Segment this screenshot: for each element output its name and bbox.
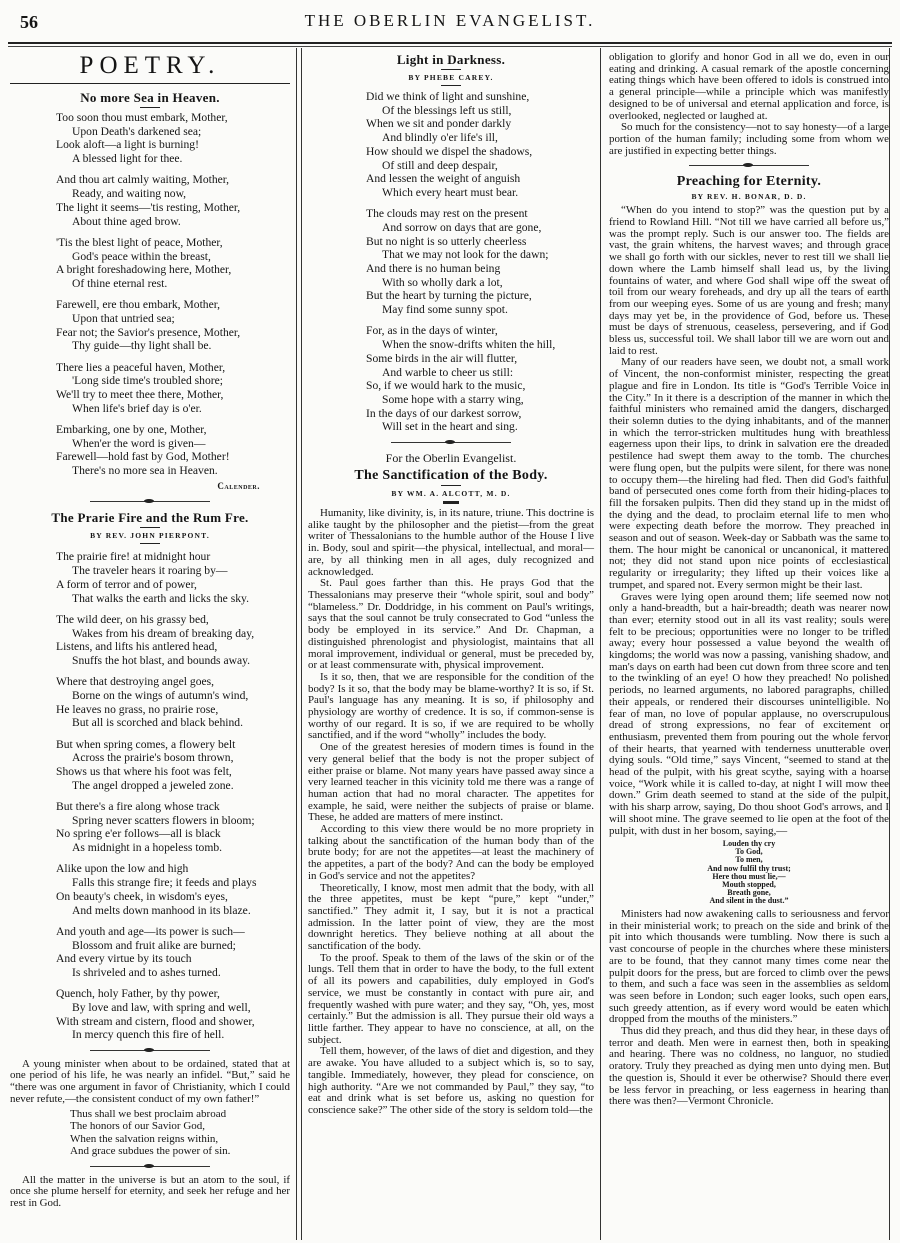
verse-line: No spring e'er follows—all is black [56, 827, 221, 841]
verse-line: 'Tis the blest light of peace, Mother, [56, 235, 223, 249]
verse-line: And warble to cheer us still: [382, 365, 514, 379]
verse-line: The traveler hears it roaring by— [72, 564, 228, 578]
verse-line: That we may not look for the dawn; [382, 248, 549, 262]
divider [90, 1166, 210, 1167]
verse-line: But when spring comes, a flowery belt [56, 737, 236, 751]
verse-line: By love and law, with spring and well, [72, 1000, 251, 1014]
paragraph: Many of our readers have seen, we doubt not, a small work of Vincent, the non-conformist minister, respecting the great plague and fire in London. Its title is “God's Terrible Voice in the City.” In it there is a description of the manner in which the faithful ministers who remained amid the dangers, discharged their solemn duties to the dying inhabitants, and of the manner in which the terror-stricken multitudes hung with breathless eagerness upon their lips, to drink in salvation ere the dreaded pestilence had swept them away to the tomb. The churches were flung open, but the pulpits were silent, for there was none to occupy them—the hireling had fled. Then did God's faithful band of persecuted ones come forth from their hiding-places to fill the forsaken pulpits. Then did they stand up in the midst of the dying and the dead, to proclaim eternal life to men who were expecting death before the morrow. They preached in season and out of season. Week-day or Sabbath was the same to them. The hour might be canonical or uncanonical, it mattered not; they did not stand upon nice points of ecclesiastical regularity or irregularity; they lifted up their voices like a trumpet, and spared not. Every sermon might be their last. [609, 356, 889, 591]
header-rule [8, 42, 892, 47]
verse-line: Alike upon the low and high [56, 862, 189, 876]
verse-line: Spring never scatters flowers in bloom; [72, 813, 255, 827]
verse-line: Of still and deep despair, [382, 158, 498, 172]
article-title: Preaching for Eternity. [676, 174, 822, 190]
verse-line: A bright foreshadowing here, Mother, [56, 263, 232, 277]
title-rule [441, 485, 461, 486]
column-1 [10, 48, 297, 1240]
stanza [10, 173, 290, 228]
verse-line: Upon that untried sea; [72, 311, 175, 325]
verse [10, 1108, 290, 1158]
stanza [10, 613, 290, 668]
poem-title: No more Sea in Heaven. [80, 90, 220, 105]
verse-line: And sorrow on days that are gone, [382, 220, 542, 234]
paragraph: Tell them, however, of the laws of diet and digestion, and they are awake. You have alluded to a subject which is, so to say, tangible. Immediately, however, they plead for conscience, on high authority. “Are we not commanded by Paul,” they say, “to eat and drink what is set before us, asking no question for conscience sake?” The other side of the story is seldom told—the [308, 1045, 594, 1116]
paragraph: All the matter in the universe is but an atom to the soul, if once she plume herself for eternity, and seek her refuge and her rest in God. [10, 1173, 290, 1209]
stanza [10, 862, 290, 917]
verse-line: And melts down manhood in its blaze. [72, 903, 251, 917]
verse-line: Borne on the wings of autumn's wind, [72, 688, 249, 702]
paragraph: One of the greatest heresies of modern times is found in the very general belief that the body is not the proper subject of either praise or blame. Not many years have passed away since a very learned teacher in this vicinity told me there was a range of human action that had no moral character. The appetites for example, he said, were neither the subjects of praise or blame. These, he added are matters of mere instinct. [308, 741, 594, 824]
article-source: For the Oberlin Evangelist. [385, 451, 517, 466]
verse-line: With stream and cistern, flood and shower, [56, 1014, 255, 1028]
verse-line: So, if we would hark to the music, [366, 379, 526, 393]
verse-line: And lessen the weight of anguish [366, 172, 521, 186]
verse-line: With so wholly dark a lot, [382, 275, 503, 289]
verse-line: Farewell, ere thou embark, Mother, [56, 298, 221, 312]
verse-line: But there's a fire along whose track [56, 800, 220, 814]
article-byline: BY WM. A. ALCOTT, M. D. [391, 489, 511, 499]
verse-line: Fear not; the Savior's presence, Mother, [56, 325, 241, 339]
verse-line: Some hope with a starry wing, [382, 392, 524, 406]
verse-line: Breath gone, [727, 887, 771, 897]
paragraph: Ministers had now awakening calls to seriousness and fervor in their ministerial work; to preach on the side and brink of the pit into which thousands were tumbling. Now there is such a vast concourse of people in the churches where these ministers are to be found, that they cannot many times come near the pulpit doors for the press, but are forced to climb over the pews to them, and such a face was seen in the assemblies as seldom was seen before in London; such eager looks, such open ears, such greedy attention, as if every word would be eaten which dropped from the mouths of the ministers.” [609, 908, 889, 1026]
verse-line: Here thou must lie,— [712, 871, 786, 881]
verse-line: Will set in the heart and sing. [382, 420, 518, 434]
verse-line: A form of terror and of power, [56, 577, 197, 591]
verse-line: Too soon thou must embark, Mother, [56, 111, 228, 124]
stanza [308, 207, 594, 317]
verse-line: But the heart by turning the picture, [366, 289, 532, 303]
verse-line: How should we dispel the shadows, [366, 144, 533, 158]
stanza [10, 361, 290, 416]
poem-body [308, 90, 594, 434]
newspaper-title: THE OBERLIN EVANGELIST. [304, 11, 596, 30]
stanza [10, 800, 290, 855]
verse-line: Wakes from his dream of breaking day, [72, 626, 255, 640]
quoted-verse [609, 840, 889, 905]
verse-line: Quench, holy Father, by thy power, [56, 987, 220, 1001]
title-rule [441, 85, 461, 86]
stanza [10, 298, 290, 353]
verse-line: Louden thy cry [722, 839, 776, 849]
stanza [10, 925, 290, 980]
stanza [308, 324, 594, 434]
verse-line: That walks the earth and licks the sky. [72, 591, 249, 605]
verse-line: There lies a peaceful haven, Mother, [56, 360, 226, 374]
stanza [10, 675, 290, 730]
divider [689, 165, 809, 166]
verse-line: Mouth stopped, [722, 879, 776, 889]
verse-line: When the salvation reigns within, [70, 1132, 219, 1145]
verse-line: When'er the word is given— [72, 436, 206, 450]
verse-line: But no night is so utterly cheerless [366, 234, 527, 248]
verse-line: The honors of our Savior God, [70, 1120, 206, 1132]
paragraph: A young minister when about to be ordained, stated that at one period of his life, he was nearly an infidel. “But,” said he “there was one argument in favor of Christianity, which I could never refute,—the consistent conduct of my own father!” [10, 1057, 290, 1105]
paragraph: Graves were lying open around them; life seemed now not only a hand-breadth, but a hair-breadth; death was nearer now than ever; eternity stood out in all its vast reality; souls were felt to be precious; opportunities were no longer to be trifled away; every hour possessed a value beyond the wealth of kingdoms; the world was now a passing, vanishing shadow, and man's days on earth had been cut down from three score and ten to the twinkling of an eye! O how they preached! No polished periods, no learned arguments, no labored paragraphs, chilled their appeals, or rendered their discourses unintelligible. No fear of man, no love of popular applause, no overscrupulous dread of strong expressions, no fear of excitement or enthusiasm, prevented them from pouring out the whole fervor of their hearts, that yearned with tenderness unutterable over dying souls. “Old time,” says Vincent, “seemed to stand at the head of the pulpit, with his great scythe, saying with a hoarse voice, “Work while it is called to-day, at night I will mow thee down.” Grim death seemed to stand at the side of the pulpit, with his sharp arrow, saying, Do thou shoot God's arrows, and I will shoot mine. The grave seemed to lie open at the foot of the pulpit, with dust in her bosom, saying,— [609, 590, 889, 837]
verse-line: Thus shall we best proclaim abroad [70, 1107, 227, 1120]
paragraph: St. Paul goes farther than this. He prays God that the Thessalonians may preserve their “whole spirit, soul and body” “blameless.” Dr. Doddridge, in his comment on Paul's writings, says that the soul cannot be truly consecrated to God “unless the body be employed in its service.” And Dr. Chapman, a distinguished phrenologist and physiologist, maintains that all moral improvement, individual or general, must be preceded by, or at least commensurate with, physical improvement. [308, 577, 594, 672]
article-byline: BY REV. H. BONAR, D. D. [691, 192, 807, 202]
verse-line: Embarking, one by one, Mother, [56, 423, 207, 437]
paragraph: “When do you intend to stop?” was the question put by a friend to Rowland Hill. “Not till we have carried all before us,” was the prompt reply. Such is our answer too. The fields are vast, the grain whitens, the harvest waves; and through grace we shall go forth with our sickles, never to rest till we shall lie down where the Lamb himself shall lead us, by the living fountains of water, and where God shall wipe off the sweat of toil from our weary foreheads, and dry up all the tears of earth from our weeping eyes. Some of us are young and fresh; many days may yet be, in the providence of God, before us. These must be days of strenuous, ceaseless, persevering, and if God bless us, successful toil. We shall labor till we are worn out and laid to rest. [609, 204, 889, 357]
verse-line: About thine aged brow. [72, 214, 181, 228]
article-body [609, 205, 889, 837]
verse-line: Shows us that where his foot was felt, [56, 765, 232, 779]
article-body [308, 508, 594, 1117]
verse-line: And thou art calmly waiting, Mother, [56, 173, 230, 187]
verse-line: Some birds in the air will flutter, [366, 351, 518, 365]
page-number: 56 [20, 12, 38, 32]
verse-line: Of the blessings left us still, [382, 103, 512, 117]
article-body-continued [609, 909, 889, 1108]
paragraph: Thus did they preach, and thus did they hear, in these days of terror and death. Men were in earnest then, both in speaking and hearing. There was no coldness, no languor, no studied oratory. Truly they preached as dying men unto dying men. But the question is, Should it ever be otherwise? Should there ever be less fervor in preaching, or less eagerness in hearing than there was then?—Vermont Chronicle. [609, 1025, 889, 1108]
continued-text [609, 52, 889, 157]
verse-line: And silent in the dust.” [709, 895, 789, 905]
divider [90, 501, 210, 502]
verse-line: Falls this strange fire; it feeds and plays [72, 876, 257, 890]
verse-line: When the snow-drifts whiten the hill, [382, 338, 556, 352]
poem-byline: BY PHEBE CAREY. [408, 73, 494, 82]
verse-line: And every virtue by its touch [56, 952, 192, 966]
poem-title: Light in Darkness. [396, 52, 506, 67]
verse-line: Thy guide—thy light shall be. [72, 339, 212, 353]
title-rule [441, 69, 461, 70]
verse-line: When life's brief day is o'er. [72, 401, 202, 415]
verse-line: Blossom and fruit alike are burned; [72, 938, 236, 952]
verse-line: We'll try to meet thee there, Mother, [56, 388, 224, 402]
paragraph: Theoretically, I know, most men admit that the body, with all the three appetites, must be kept “pure,” kept “under,” sanctified.” They admit it, I say, but it is not a practical admission. In the latter point of view, they are the most downright heretics. They believe nothing at all about the sanctification of the body. [308, 881, 594, 953]
verse-line: To God, [735, 847, 763, 857]
verse-line: The prairie fire! at midnight hour [56, 550, 211, 564]
stanza [10, 236, 290, 291]
closing-note [10, 1175, 290, 1210]
anecdote [10, 1059, 290, 1106]
verse-line: In the days of our darkest sorrow, [366, 406, 522, 420]
paragraph: So much for the consistency—not to say honesty—of a large portion of the human family; including some from whom we are justified in expecting better things. [609, 121, 889, 157]
verse-line: Across the prairie's bosom thrown, [72, 751, 234, 765]
stanza [10, 423, 290, 478]
title-rule [140, 527, 160, 528]
verse-line: The light it seems—'tis resting, Mother, [56, 200, 241, 214]
verse-line: On beauty's cheek, in wisdom's eyes, [56, 889, 228, 903]
verse-line: Upon Death's darkened sea; [72, 124, 202, 138]
verse-line: God's peace within the breast, [72, 249, 211, 263]
title-rule [140, 543, 160, 544]
verse-line: Of thine eternal rest. [72, 276, 168, 290]
column-3 [601, 48, 890, 1240]
verse-line: 'Long side time's troubled shore; [72, 374, 224, 388]
verse-line: Which every heart must bear. [382, 185, 519, 199]
title-rule [140, 107, 160, 108]
verse-line: And blindly o'er life's ill, [382, 131, 498, 145]
verse-line: A blessed light for thee. [72, 152, 183, 166]
article-title: The Sanctification of the Body. [354, 468, 548, 484]
stanza [10, 987, 290, 1042]
title-rule [443, 501, 459, 504]
verse-line: Look aloft—a light is burning! [56, 138, 199, 152]
paragraph: Humanity, like divinity, is, in its nature, triune. This doctrine is alike taught by the philosopher and the pietist—from the great writer of Thessalonians to the humble author of the House I live in. Body, soul and spirit—the physical, intellectual, and moral—are, by all thinking men in all ages, duly recognized and acknowledged. [308, 507, 594, 578]
paragraph: Is it so, then, that we are responsible for the condition of the body? Is it so, that the body may be blame-worthy? It is so, if St. Paul's language has any meaning. It is so, if philosophy and physiology are worthy of credence. It is so, if common-sense is worthy of our regard. It is so, if we are required to be wholly sanctified, and if the word “wholly” includes the body. [308, 670, 594, 742]
verse-line: Ready, and waiting now, [72, 187, 187, 201]
divider [391, 442, 511, 443]
verse-line: For, as in the days of winter, [366, 324, 498, 338]
verse-line: And youth and age—its power is such— [56, 924, 245, 938]
poem-attribution: Calender. [217, 481, 260, 492]
verse-line: But all is scorched and black behind. [72, 716, 243, 730]
verse-line: Listens, and lifts his antlered head, [56, 640, 218, 654]
column-2 [301, 48, 601, 1240]
verse-line: The clouds may rest on the present [366, 207, 528, 221]
verse-line: He leaves no grass, no prairie rose, [56, 702, 219, 716]
poem-title: The Prarie Fire and the Rum Fre. [51, 510, 249, 526]
verse-line: And grace subdues the power of sin. [70, 1145, 231, 1157]
stanza [308, 90, 594, 200]
verse-line: May find some sunny spot. [382, 303, 508, 317]
stanza [10, 738, 290, 793]
stanza [10, 550, 290, 605]
verse-line: Did we think of light and sunshine, [366, 90, 530, 103]
verse-line: Is shriveled and to ashes turned. [72, 965, 221, 979]
poem-body [10, 550, 290, 1042]
verse-line: Snuffs the hot blast, and bounds away. [72, 653, 251, 667]
paragraph: obligation to glorify and honor God in all we do, even in our eating and drinking. A casual remark of the apostle concerning eating things which have been offered to idols is construed into a general principle—while a principle which was manifestly designed to be of universal and eternal application and force, is overlooked, neglected or laughed at. [609, 51, 889, 122]
poem-body [10, 111, 290, 478]
section-heading: POETRY. [10, 51, 290, 84]
poem-byline: BY REV. JOHN PIERPONT. [90, 531, 210, 541]
verse-line: And now fulfil thy trust; [707, 863, 791, 873]
verse-line: When we sit and ponder darkly [366, 117, 512, 131]
verse-line: In mercy quench this fire of hell. [72, 1028, 225, 1042]
verse-line: There's no more sea in Heaven. [72, 464, 218, 478]
verse-line: And there is no human being [366, 262, 501, 276]
paragraph: To the proof. Speak to them of the laws of the skin or of the lungs. Tell them that in order to have the body, to the full extent of all its powers and capabilities, duly employed in God's service, we must be constantly in contact with pure air, and frequently washed with pure water; and they say, “Oh, yes, most certainly.” But the admission is all. They pursue their old ways a little farther. They appear to have no conscience, at all, on the subject. [308, 951, 594, 1046]
verse-line: The angel dropped a jeweled zone. [72, 778, 234, 792]
verse-line: As midnight in a hopeless tomb. [72, 841, 223, 855]
paragraph: According to this view there would be no more propriety in talking about the sanctification of the human body than of the brute body; for are not the appetites—at least the machinery of the appetites, a part of the body? And can the body be employed in God's service and not the appetites? [308, 823, 594, 882]
verse-line: To men, [735, 855, 763, 865]
divider [90, 1050, 210, 1051]
verse-line: Where that destroying angel goes, [56, 675, 215, 689]
stanza [10, 111, 290, 166]
verse-line: Farewell—hold fast by God, Mother! [56, 450, 230, 464]
verse-line: The wild deer, on his grassy bed, [56, 612, 209, 626]
